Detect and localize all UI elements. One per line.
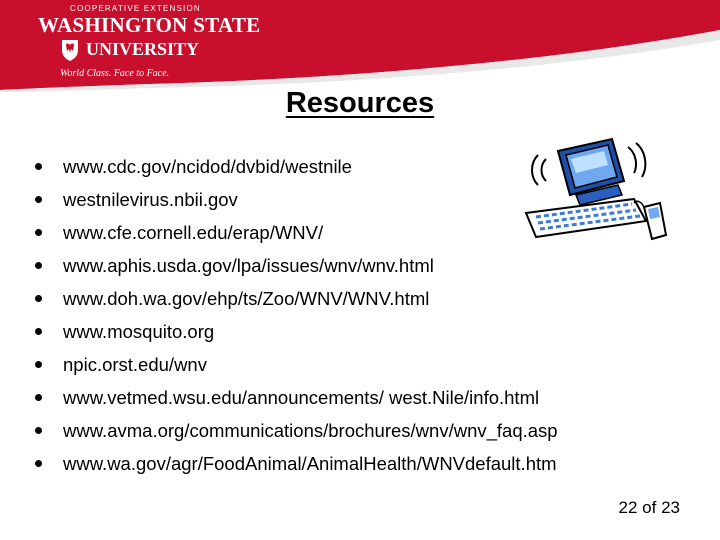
bullet-dot bbox=[35, 196, 42, 203]
logo-cooperative-extension: COOPERATIVE EXTENSION bbox=[70, 4, 201, 13]
bullet-dot bbox=[35, 262, 42, 269]
logo-university: UNIVERSITY bbox=[86, 39, 200, 59]
list-item bbox=[18, 447, 558, 480]
resource-link[interactable]: www.avma.org/communications/brochures/wnv/wnv_faq.asp bbox=[63, 420, 558, 441]
resource-link[interactable]: www.mosquito.org bbox=[63, 321, 215, 342]
wsu-logo[interactable] bbox=[34, 4, 261, 84]
resource-link[interactable]: www.vetmed.wsu.edu/announcements/ west.Nile/info.html bbox=[63, 387, 540, 408]
page-number: 22 of 23 bbox=[618, 498, 680, 517]
resource-link[interactable]: www.aphis.usda.gov/lpa/issues/wnv/wnv.html bbox=[63, 255, 434, 276]
list-item bbox=[18, 183, 558, 216]
list-item bbox=[18, 216, 558, 249]
resource-link[interactable]: npic.orst.edu/wnv bbox=[63, 354, 207, 375]
resource-link[interactable]: www.cdc.gov/ncidod/dvbid/westnile bbox=[63, 156, 352, 177]
resource-link[interactable]: www.doh.wa.gov/ehp/ts/Zoo/WNV/WNV.html bbox=[63, 288, 430, 309]
list-item bbox=[18, 414, 558, 447]
bullet-dot bbox=[35, 328, 42, 335]
bullet-dot bbox=[35, 295, 42, 302]
resource-list bbox=[18, 150, 558, 480]
bullet-dot bbox=[35, 460, 42, 467]
page-title: Resources bbox=[285, 87, 435, 119]
list-item bbox=[18, 249, 558, 282]
resource-link[interactable]: www.wa.gov/agr/FoodAnimal/AnimalHealth/WNVdefault.htm bbox=[63, 453, 557, 474]
list-item bbox=[18, 348, 558, 381]
computer-icon bbox=[516, 137, 676, 247]
list-item bbox=[18, 282, 558, 315]
list-item bbox=[18, 150, 558, 183]
bullet-dot bbox=[35, 361, 42, 368]
bullet-dot bbox=[35, 394, 42, 401]
bullet-dot bbox=[35, 229, 42, 236]
list-item bbox=[18, 381, 558, 414]
logo-washington-state: WASHINGTON STATE bbox=[38, 13, 261, 37]
resource-link[interactable]: westnilevirus.nbii.gov bbox=[63, 189, 238, 210]
bullet-dot bbox=[35, 163, 42, 170]
bullet-dot bbox=[35, 427, 42, 434]
resource-link[interactable]: www.cfe.cornell.edu/erap/WNV/ bbox=[63, 222, 324, 243]
list-item bbox=[18, 315, 558, 348]
cougar-seal-icon bbox=[58, 38, 82, 62]
logo-tagline: World Class. Face to Face. bbox=[60, 68, 170, 79]
